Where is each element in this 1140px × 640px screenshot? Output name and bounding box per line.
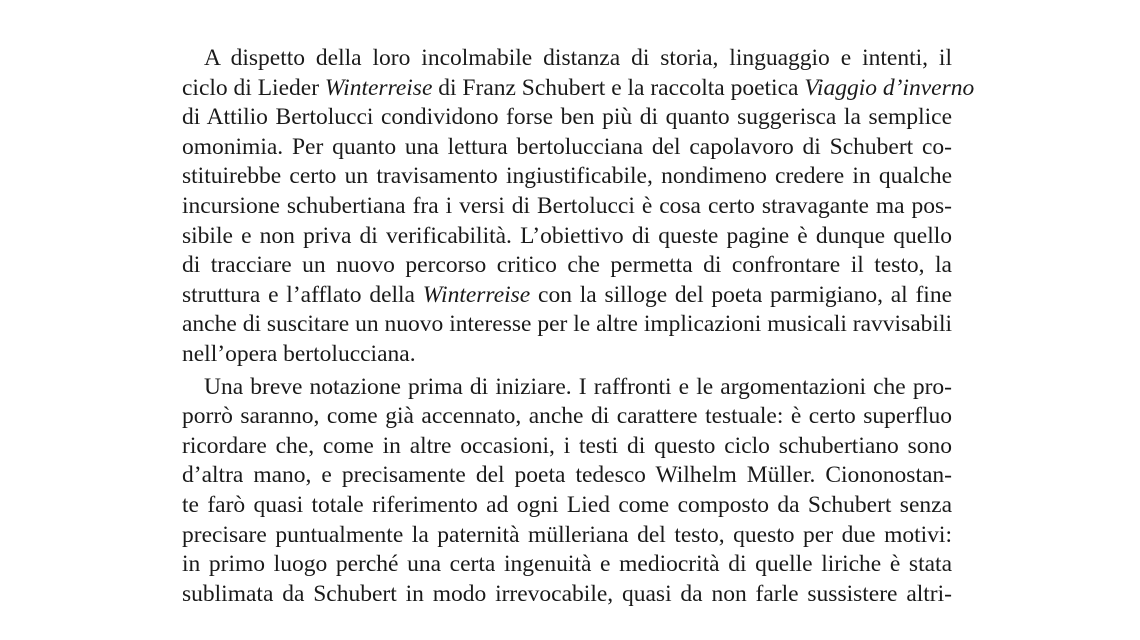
text-run: struttura e l’afflato della xyxy=(182,281,423,308)
text-line xyxy=(182,373,952,403)
italic-title: Viaggio d’inverno xyxy=(804,74,975,101)
text-line xyxy=(182,402,952,432)
text-line xyxy=(182,340,952,370)
text-line xyxy=(182,432,952,462)
italic-title: Winterreise xyxy=(324,74,433,101)
text-line xyxy=(182,44,952,74)
text-line xyxy=(182,310,952,340)
text-line xyxy=(182,580,952,610)
text-line xyxy=(182,74,975,104)
text-run: anche di suscitare un nuovo interesse per le altre implicazioni musicali ravvisabili xyxy=(182,311,952,338)
text-run: precisare puntualmente la paternità mülleriana del testo, questo per due motivi: xyxy=(182,521,952,548)
text-line xyxy=(182,162,952,192)
paragraph xyxy=(182,44,975,370)
text-run: stituirebbe certo un travisamento ingiustificabile, nondimeno credere in qualche xyxy=(182,163,952,190)
text-run: A dispetto della loro incolmabile distanza di storia, linguaggio e intenti, il xyxy=(204,45,952,71)
text-line xyxy=(182,192,952,222)
text-run: incursione schubertiana fra i versi di Bertolucci è cosa certo stravagante ma pos- xyxy=(182,192,952,219)
text-line xyxy=(182,521,952,551)
text-line xyxy=(182,222,952,252)
text-run: di Attilio Bertolucci condividono forse ben più di quanto suggerisca la semplice xyxy=(182,104,952,131)
text-run: Una breve notazione prima di iniziare. I raffronti e le argomentazioni che pro- xyxy=(204,373,952,400)
text-run: porrò saranno, come già accennato, anche di carattere testuale: è certo superfluo xyxy=(182,403,952,430)
paragraph xyxy=(182,373,952,610)
text-run: di tracciare un nuovo percorso critico che permetta di confrontare il testo, la xyxy=(182,252,952,279)
text-run: di Franz Schubert e la raccolta poetica xyxy=(432,74,805,101)
text-run: ciclo di Lieder xyxy=(182,74,325,101)
text-run: nell’opera bertolucciana. xyxy=(182,340,416,367)
body-text xyxy=(182,44,975,609)
text-line xyxy=(182,133,952,163)
text-run: omonimia. Per quanto una lettura bertolucciana del capolavoro di Schubert co- xyxy=(182,133,952,160)
text-run: in primo luogo perché una certa ingenuità e mediocrità di quelle liriche è stata xyxy=(182,551,952,578)
text-line xyxy=(182,461,952,491)
text-run: d’altra mano, e precisamente del poeta tedesco Wilhelm Müller. Ciononostan- xyxy=(182,462,952,489)
text-line xyxy=(182,251,952,281)
text-line xyxy=(182,281,952,311)
text-run: ricordare che, come in altre occasioni, i testi di questo ciclo schubertiano sono xyxy=(182,432,952,459)
text-run: sublimata da Schubert in modo irrevocabile, quasi da non farle sussistere altri- xyxy=(182,580,952,607)
text-line xyxy=(182,103,952,133)
text-line xyxy=(182,550,952,580)
italic-title: Winterreise xyxy=(422,281,531,308)
text-run: te farò quasi totale riferimento ad ogni Lied come composto da Schubert senza xyxy=(182,491,952,518)
text-run: sibile e non priva di verificabilità. L’obiettivo di queste pagine è dunque quello xyxy=(182,222,952,249)
text-line xyxy=(182,491,952,521)
text-run: con la silloge del poeta parmigiano, al fine xyxy=(530,281,952,308)
